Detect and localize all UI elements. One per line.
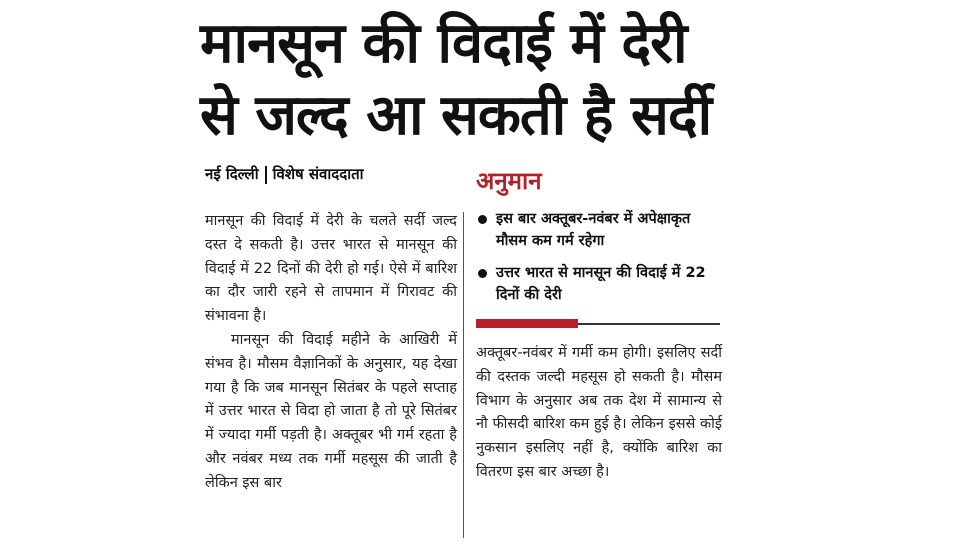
byline — [205, 161, 364, 187]
separator-rule — [578, 323, 720, 325]
headline-line-1: मानसून की विदाई में देरी — [200, 11, 687, 76]
article-paragraph-2: मानसून की विदाई महीने के आखिरी में संभव है। मौसम वैज्ञानिकों के अनुसार, यह देखा गया है कि जब मानसून सितंबर के पहले सप्ताह में उत्तर भारत से विदा हो जाता है तो पूरे सितंबर में ज्यादा गर्मी पड़ती है। अक्तूबर भी गर्म रहता है और नवंबर मध्य तक गर्मी महसूस की जाती है लेकिन इस बार — [205, 331, 457, 491]
bullet-dot-icon — [478, 269, 487, 278]
article-column-right — [476, 342, 722, 485]
column-divider — [463, 212, 464, 538]
highlights-list — [476, 208, 726, 316]
article-paragraph-3: अक्तूबर-नवंबर में गर्मी कम होगी। इसलिए सर्दी की दस्तक जल्दी महसूस हो सकती है। मौसम विभाग के अनुसार अब तक देश में सामान्य से नौ फीसदी बारिश कम हुई है। लेकिन इससे कोई नुकसान इसलिए नहीं है, क्योंकि बारिश का वितरण इस बार अच्छा है। — [476, 345, 722, 480]
bullet-dot-icon — [478, 215, 487, 224]
headline — [200, 8, 760, 152]
byline-reporter: विशेष संवाददाता — [272, 165, 364, 183]
highlight-item — [476, 262, 726, 306]
byline-separator — [265, 166, 267, 184]
article-column-left — [205, 210, 457, 496]
highlight-item — [476, 208, 726, 252]
highlight-text: उत्तर भारत से मानसून की विदाई में 22 दिनों की देरी — [496, 265, 706, 303]
highlight-text: इस बार अक्तूबर-नवंबर में अपेक्षाकृत मौसम कम गर्म रहेगा — [496, 211, 691, 249]
byline-place: नई दिल्ली — [205, 165, 259, 183]
box-title: अनुमान — [476, 167, 542, 195]
accent-rule — [476, 319, 578, 328]
headline-line-2: से जल्द आ सकती है सर्दी — [200, 83, 712, 148]
article-paragraph-1: मानसून की विदाई में देरी के चलते सर्दी जल्द दस्त दे सकती है। उत्तर भारत से मानसून की विदाई में 22 दिनों की देरी हो गई। ऐसे में बारिश का दौर जारी रहने से तापमान में गिरावट की संभावना है। — [205, 213, 457, 325]
